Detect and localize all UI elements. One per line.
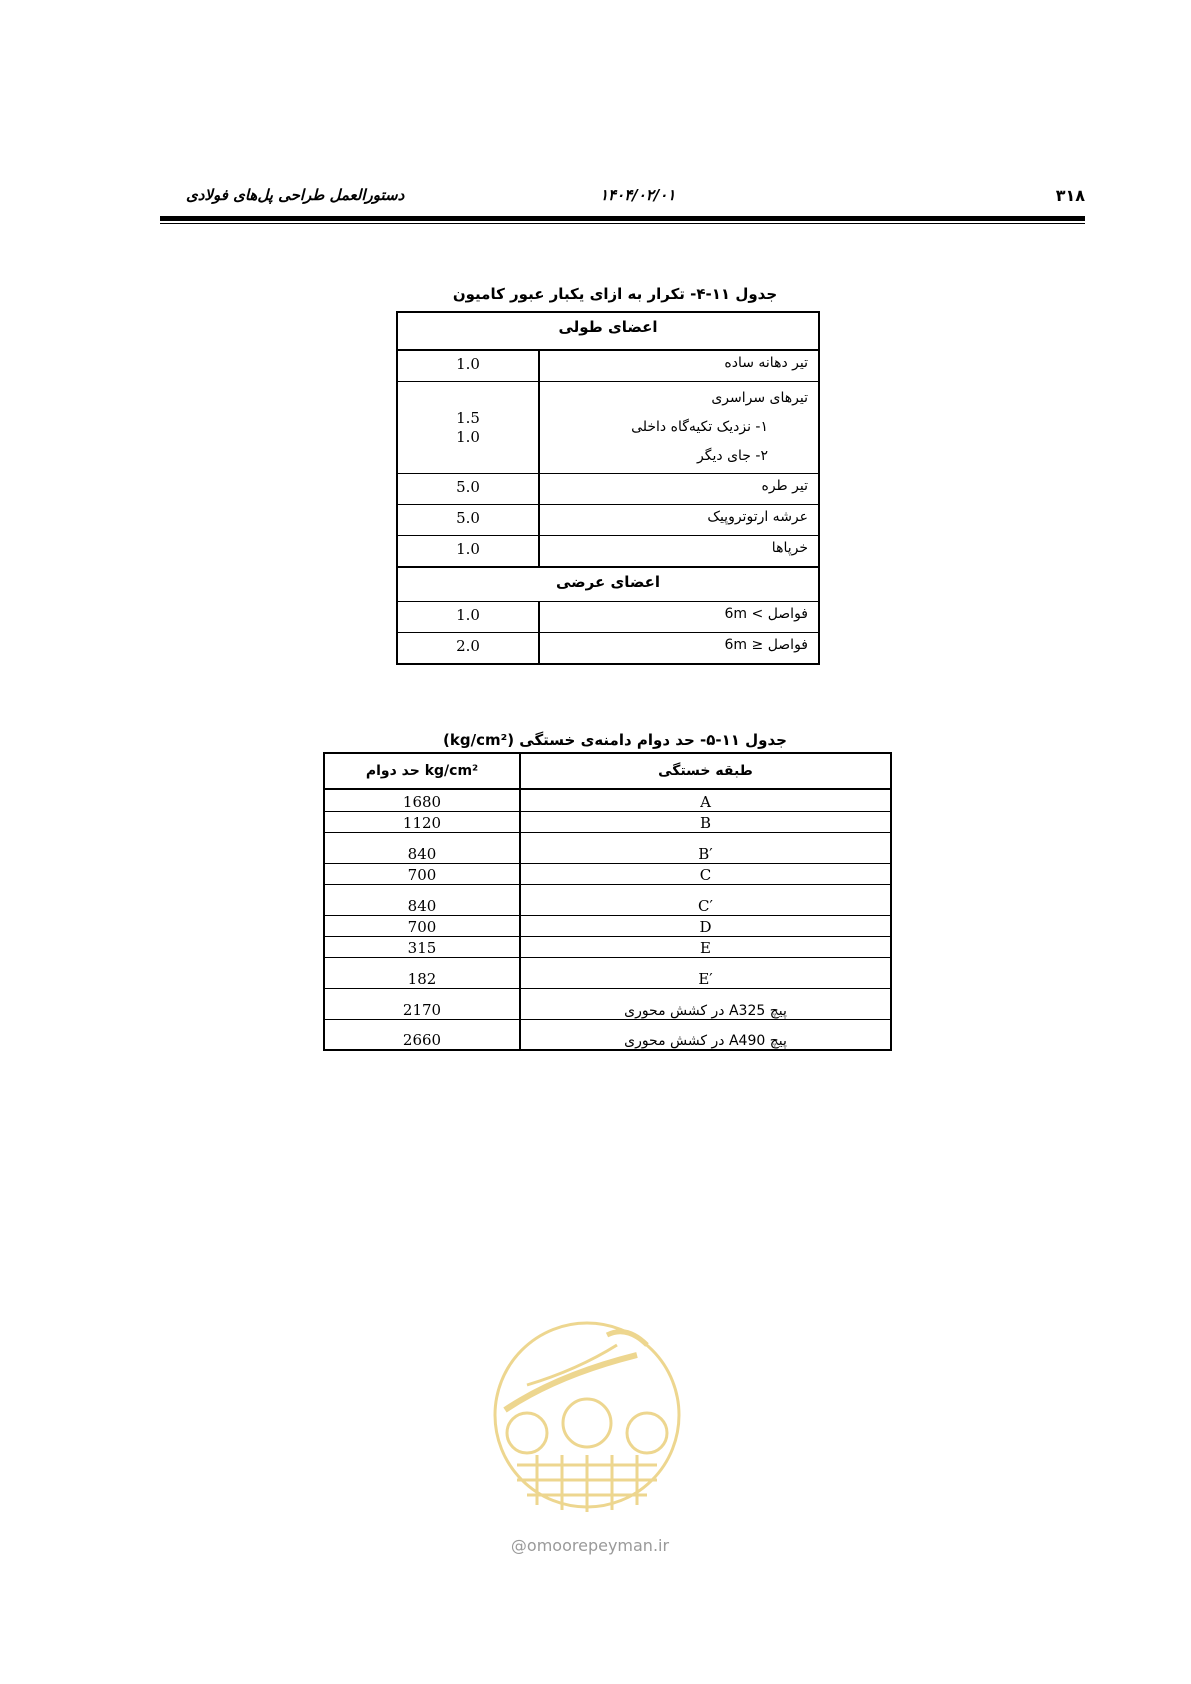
table-row [324,936,891,957]
table1-section-header [398,313,818,349]
col-category-header: طبقه خستگی [520,753,891,789]
row-label: عرشه ارتوتروپیک [707,509,808,525]
row-value: 1.0 [398,602,540,632]
row-sublabel-1: ۱- نزدیک تکیه‌گاه داخلی [631,419,768,435]
table-row [324,915,891,936]
row-value-2: 1.0 [456,427,480,446]
row-label-group [540,382,818,473]
category-cell: پیچ A325 در کشش محوری [520,988,891,1019]
row-value: 1.0 [398,351,540,381]
category-cell: B [520,811,891,832]
table-row [398,381,818,473]
table-row [398,473,818,504]
header-date: ۱۴۰۴/۰۲/۰۱ [600,186,676,204]
table-row [324,832,891,863]
category-cell: E′ [520,957,891,988]
table2-caption: جدول ۱۱-۵- حد دوام دامنه‌ی خستگی (kg/cm²) [443,731,787,749]
omoorepeyman-logo-icon [487,1315,687,1515]
category-cell: C′ [520,884,891,915]
table-row [324,988,891,1019]
category-cell: D [520,915,891,936]
table1-caption: جدول ۱۱-۴- تکرار به ازای یکبار عبور کامیون [452,285,778,303]
row-label: فواصل > 6m [724,606,808,622]
table2 [323,752,892,1051]
section-transverse: اعضای عرضی [555,573,661,591]
table1 [396,311,820,665]
row-value: 5.0 [398,505,540,535]
row-label: تیر دهانه ساده [724,355,808,371]
header-rule-thick [160,216,1085,221]
page-header [160,186,1085,212]
table1-section-header [398,566,818,601]
row-value: 1.0 [398,536,540,566]
limit-cell: 2660 [324,1019,520,1050]
limit-cell: 840 [324,884,520,915]
row-value-1: 1.5 [456,408,480,427]
category-cell: A [520,789,891,811]
table-row [324,863,891,884]
limit-cell: 2170 [324,988,520,1019]
row-label: خرپاها [771,540,808,556]
page-number: ۳۱۸ [1055,186,1085,205]
section-longitudinal: اعضای طولی [558,318,658,336]
category-cell: C [520,863,891,884]
watermark-text: @omoorepeyman.ir [510,1536,670,1555]
row-value: 2.0 [398,633,540,663]
row-values [398,382,540,473]
limit-cell: 700 [324,863,520,884]
header-title: دستورالعمل طراحی پل‌های فولادی [186,186,405,204]
table-row [398,632,818,663]
watermark-logo [487,1315,687,1515]
table-row [324,884,891,915]
category-cell: پیچ A490 در کشش محوری [520,1019,891,1050]
table-row [398,349,818,381]
col-limit-header: حد دوام kg/cm² [324,753,520,789]
limit-cell: 1680 [324,789,520,811]
table-row [324,1019,891,1050]
limit-cell: 840 [324,832,520,863]
limit-cell: 315 [324,936,520,957]
table-row [398,535,818,566]
limit-cell: 1120 [324,811,520,832]
header-rule-thin [160,223,1085,224]
row-label: تیر طره [761,478,808,494]
table-row [398,504,818,535]
limit-cell: 182 [324,957,520,988]
limit-cell: 700 [324,915,520,936]
table-row [398,601,818,632]
row-label: تیرهای سراسری [711,390,808,406]
table-row [324,789,891,811]
table-row [324,957,891,988]
category-cell: B′ [520,832,891,863]
table-header-row [324,753,891,789]
table-row [324,811,891,832]
row-value: 5.0 [398,474,540,504]
row-sublabel-2: ۲- جای دیگر [697,448,768,464]
category-cell: E [520,936,891,957]
row-label: فواصل ≤ 6m [724,637,808,653]
